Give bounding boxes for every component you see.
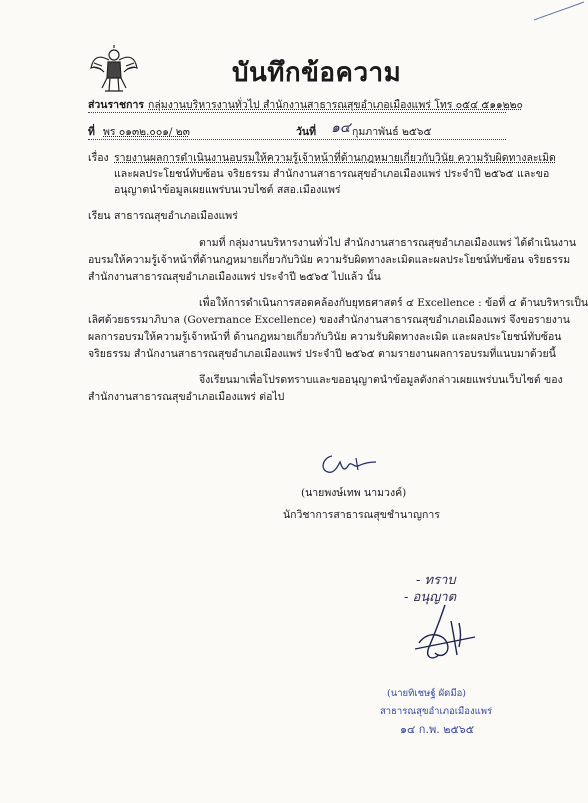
paragraph-2-line-1: เพื่อให้การดำเนินการสอดคล้องกับยุทธศาสตร์ ๔ Excellence : ข้อที่ ๔ ด้านบริหารเป็น [199, 297, 588, 309]
agency-label: ส่วนราชการ [88, 99, 145, 111]
approval-date: ๑๔ ก.พ. ๒๕๖๕ [400, 723, 475, 736]
paragraph-3-line-1: จึงเรียนมาเพื่อโปรดทราบและขออนุญาตนำข้อมูลดังกล่าวเผยแพร่บนเว็บไซต์ ของ [199, 374, 563, 386]
corner-pen-stroke [530, 0, 588, 24]
salutation-recipient: สาธารณสุขอำเภอเมืองแพร่ [114, 210, 238, 222]
author-signature-icon [318, 448, 378, 478]
author-name: (นายพงษ์เทพ นามวงค์) [301, 487, 407, 499]
paragraph-1-line-1: ตามที่ กลุ่มงานบริหารงานทั่วไป สำนักงานสาธารณสุขอำเภอเมืองแพร่ ได้ดำเนินงาน [199, 237, 577, 249]
paragraph-3-line-2: สำนักงานสาธารณสุขอำเภอเมืองแพร่ ต่อไป [88, 391, 285, 403]
memo-title: บันทึกข้อความ [232, 58, 402, 88]
salutation-label: เรียน [88, 210, 111, 222]
date-label: วันที่ [296, 126, 316, 138]
paragraph-2-line-4: จริยธรรม สำนักงานสาธารณสุขอำเภอเมืองแพร่ ประจำปี ๒๕๖๕ ตามรายงานผลการอบรมที่แนบมาด้วยนี้ [88, 348, 556, 360]
paragraph-2-line-2: เลิศด้วยธรรมาภิบาล (Governance Excellence) ของสำนักงานสาธารณสุขอำเภอเมืองแพร่ จึงขอรายงาน [88, 314, 570, 326]
agency-value: กลุ่มงานบริหารงานทั่วไป สำนักงานสาธารณสุขอำเภอเมืองแพร่ โทร ๐๕๔ ๕๑๑๒๒๐ [148, 99, 523, 111]
number-underline [88, 139, 506, 140]
garuda-emblem-icon [90, 44, 138, 94]
date-month-year: กุมภาพันธ์ ๒๕๖๕ [352, 126, 432, 138]
approver-name: (นายทิเชษฐ์ ผัดมีอ) [387, 688, 466, 699]
subject-line-1: รายงานผลการดำเนินงานอบรมให้ความรู้เจ้าหน้าที่ด้านกฎหมายเกี่ยวกับวินัย ความรับผิดทางละเมิด [114, 152, 556, 164]
paragraph-2-line-3: ผลการอบรมให้ความรู้เจ้าหน้าที่ ด้านกฎหมายเกี่ยวกับวินัย ความรับผิดทางละเมิด และผลประโยชน์ทับซ้อน [88, 331, 562, 343]
subject-line-2: และผลประโยชน์ทับซ้อน จริยธรรม สำนักงานสาธารณสุขอำเภอเมืองแพร่ ประจำปี ๒๕๖๕ และขอ [114, 168, 550, 180]
paragraph-1-line-2: อบรมให้ความรู้เจ้าหน้าที่ด้านกฎหมายเกี่ยวกับวินัย ความรับผิดทางละเมิดและผลประโยชน์ทับซ้อน จริยธรรม [88, 254, 571, 266]
agency-underline [88, 112, 506, 113]
date-day: ๑๔ [331, 120, 351, 136]
approver-position: สาธารณสุขอำเภอเมืองแพร่ [380, 706, 493, 717]
subject-label: เรื่อง [88, 152, 109, 164]
author-signature-text [372, 452, 373, 467]
approver-signature-icon [405, 603, 485, 663]
approval-note-permitted: - อนุญาต [404, 590, 457, 605]
approval-note-acknowledged: - ทราบ [416, 573, 456, 588]
subject-line-3: อนุญาตนำข้อมูลเผยแพร่บนเวบไซต์ สสอ.เมืองแพร่ [114, 184, 341, 196]
document-number-value: พร ๐๑๓๒.๐๐๑/ ๒๓ [103, 126, 190, 138]
paragraph-1-line-3: สำนักงานสาธารณสุขอำเภอเมืองแพร่ ประจำปี ๒๕๖๕ ไปแล้ว นั้น [88, 271, 381, 283]
document-number-label: ที่ [88, 126, 95, 138]
author-position: นักวิชาการสาธารณสุขชำนาญการ [283, 509, 440, 521]
